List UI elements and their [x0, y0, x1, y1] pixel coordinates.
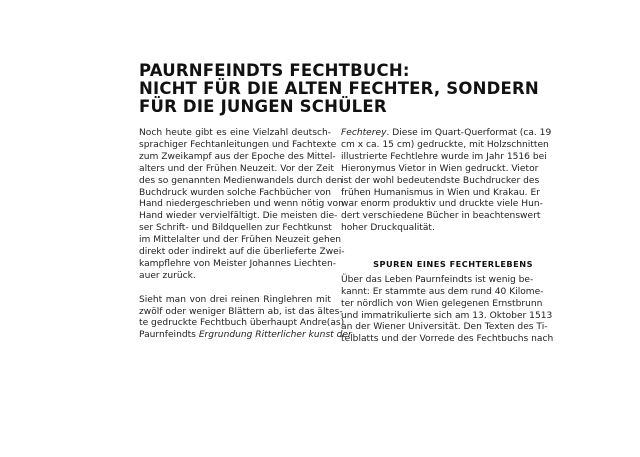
- paragraph-book-description: [341, 128, 552, 235]
- right-text-column: [341, 128, 554, 346]
- text-line: kampflehre von Meister Johannes Liechten-: [139, 258, 337, 269]
- text-line-mixed: [341, 128, 552, 140]
- text-line: an der Wiener Universität. Den Texten des Ti-: [341, 322, 548, 333]
- text-line: Sieht man von drei reinen Ringlehren mit: [139, 294, 331, 305]
- text-line-mixed: [139, 330, 352, 342]
- text-line: und immatrikulierte sich am 13. Oktober 1513: [341, 310, 553, 321]
- text-line: hoher Druckqualität.: [341, 223, 435, 234]
- book-title-italic: Fechterey: [341, 128, 387, 138]
- text-line: Noch heute gibt es eine Vielzahl deutsch-: [139, 128, 331, 138]
- text-fragment: . Diese im Quart-Querformat (ca. 19: [386, 128, 552, 138]
- text-line: ist der wohl bedeutendste Buchdrucker des: [341, 175, 540, 186]
- text-line: alters und der Frühen Neuzeit. Vor der Zeit: [139, 163, 334, 174]
- text-line: frühen Humanismus in Wien und Krakau. Er: [341, 187, 540, 198]
- paragraph-oldest-book: [139, 294, 352, 343]
- text-line: telblatts und der Vorrede des Fechtbuchs nach: [341, 334, 554, 345]
- paragraph-life: [341, 274, 554, 346]
- left-text-column: [139, 128, 352, 342]
- text-line: kannt: Er stammte aus dem rund 40 Kilome-: [341, 286, 544, 297]
- text-line: zum Zweikampf aus der Epoche des Mittel-: [139, 151, 336, 162]
- text-line: war enorm produktiv und druckte viele Hun-: [341, 199, 543, 210]
- text-line: illustrierte Fechtlehre wurde im Jahr 1516 bei: [341, 151, 547, 162]
- text-line: Hand niedergeschrieben und wenn nötig von: [139, 199, 344, 210]
- text-line: ter nördlich von Wien gelegenen Ernstbrunn: [341, 298, 543, 309]
- text-line: Über das Leben Paurnfeindts ist wenig be-: [341, 274, 534, 285]
- section-gap: [341, 235, 533, 259]
- book-title-italic: Ergrundung Ritterlicher kunst der: [198, 330, 352, 341]
- text-line: Buchdruck wurden solche Fachbücher von: [139, 187, 332, 198]
- text-line: dert verschiedene Bücher in beachtenswert: [341, 211, 541, 222]
- text-line: cm x ca. 15 cm) gedruckte, mit Holzschnitten: [341, 139, 549, 150]
- text-line: im Mittelalter und der Frühen Neuzeit gehen: [139, 235, 342, 246]
- text-line: zwölf oder weniger Blättern ab, ist das ältes-: [139, 306, 343, 317]
- text-line: Hieronymus Vietor in Wien gedruckt. Vietor: [341, 163, 539, 174]
- section-subheading: SPUREN EINES FECHTERLEBENS: [373, 258, 533, 269]
- text-line: des so genannten Medienwandels durch den: [139, 175, 343, 186]
- text-line: ser Schrift- und Bildquellen zur Fechtkunst: [139, 223, 332, 234]
- paragraph-intro: [139, 128, 345, 283]
- text-line: auer zurück.: [139, 270, 196, 281]
- paragraph-gap: [139, 283, 331, 295]
- text-line: sprachiger Fechtanleitungen und Fachtexte: [139, 139, 337, 150]
- text-line: Hand wieder vervielfältigt. Die meisten die-: [139, 211, 338, 222]
- text-line: te gedruckte Fechtbuch überhaupt Andre(as): [139, 318, 345, 329]
- heading-line-3: FÜR DIE JUNGEN SCHÜLER: [139, 97, 387, 116]
- article-heading: [139, 62, 559, 116]
- text-line: direkt oder indirekt auf die überlieferte Zwei-: [139, 247, 345, 258]
- text-fragment: Paurnfeindts: [139, 330, 199, 341]
- heading-line-1: PAURNFEINDTS FECHTBUCH:: [139, 61, 410, 80]
- heading-line-2: NICHT FÜR DIE ALTEN FECHTER, SONDERN: [139, 79, 539, 98]
